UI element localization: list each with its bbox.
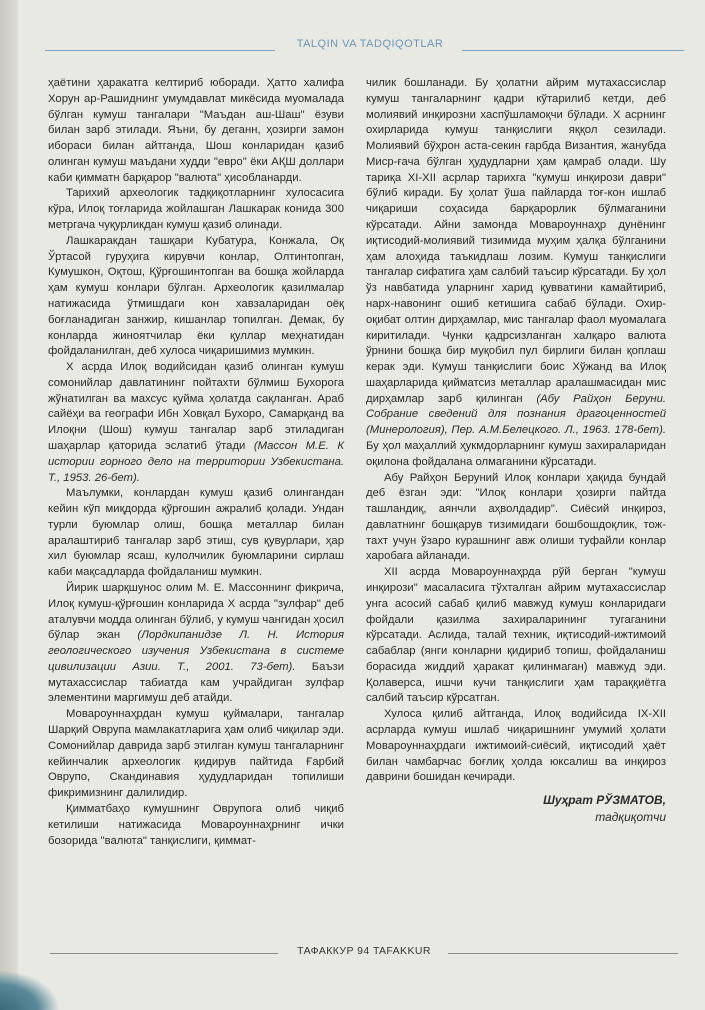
paragraph: Маълумки, конлардан кумуш қазиб олингандан кейин кўп миқдорда қўрғошин ажралиб қолади. Ундан турли буюмлар олиш, бошқа металлар билан аралаштириб тангалар зарб этиш, сув қувурлари, ҳар хил буюмлар ясаш, кулолчилик буюмларини сирлаш каби мақсадларда фойдаланиш мумкин.: [48, 487, 344, 579]
paragraph: XII асрда Мовароуннаҳрда рўй берган "кумуш инқирози" масаласига тўхталган айрим мутахассислар унга асосий сабаб қилиб мавжуд кумуш конларидаги фойдали қазилма захираларининг тугаганини кўрсатади. Аслида, талай техник, иқтисодий-ижтимоий сабаблар (янги конларни қидириб топиш, фойдаланиш борасида жиддий ҳаракат қилинмаган) мавжуд эди. Қолаверса, ишчи кучи танқислиги ҳам тараққиётга салбий таъсир кўрсатган.: [366, 566, 666, 705]
citation: (Массон М.Е. К истории горного дело на территории Узбекистана. Т., 1953. 26-бет).: [48, 439, 344, 484]
header-rule-left: [45, 50, 275, 51]
footer-rule-right: [448, 953, 678, 954]
footer-rule-left: [50, 953, 278, 954]
page-edge: [0, 0, 18, 1010]
author-name: Шуҳрат РЎЗМАТОВ,: [543, 793, 666, 808]
citation: (Лордкипанидзе Л. Н. История геологического изучения Узбекистана в системе цивилизации Азии. Т., 2001. 73-бет).: [48, 629, 345, 673]
header-rule-right: [462, 50, 684, 51]
page-footer: ТАФАККУР 94 TAFAKKUR: [297, 945, 431, 957]
section-header: TALQIN VA TADQIQOTLAR: [296, 38, 444, 50]
right-column: [366, 76, 666, 826]
left-column: [48, 76, 344, 849]
paragraph: Йирик шарқшунос олим М. Е. Массоннинг фикрича, Илоқ кумуш-қўрғошин конларида X асрда "зулфар" деб аталувчи модда олинган бўлиб, у кумуш чангидан ҳосил бўлар экан (Лордкипанидзе Л. Н. История геологического изучения Узбекистана в системе цивилизации Азии. Т., 2001. 73-бет). Баъзи мутахассислар табиатда кам учрайдиган зулфар элементини маргимуш деб атайди.: [48, 582, 345, 705]
author-role: тадқиқотчи: [595, 810, 666, 825]
paragraph: Мовароуннаҳрдан кумуш қуймалари, тангалар Шарқий Оврупа мамлакатларига ҳам олиб чиқилар эди. Сомонийлар даврида зарб этилган кумуш тангаларнинг кейинчалик археологик қидирув пайтида Ғарбий Оврупо, Скандинавия ҳудудларидан топилиши фикримизнинг далилидир.: [48, 708, 344, 800]
paragraph: Хулоса қилиб айтганда, Илоқ водийсида IX-XII асрларда кумуш ишлаб чиқаришнинг умумий ҳолати Мовароуннаҳрдаги ижтимоий-сиёсий, иқтисодий ҳаёт билан чамбарчас боғлиқ ҳолда юксалиш ва инқироз даврини бошидан кечиради.: [366, 708, 666, 784]
paragraph: ҳаётини ҳаракатга келтириб юборади. Ҳатто халифа Хорун ар-Рашиднинг умумдавлат микёсида муомалада бўлган кумуш тангалари "Маъдан аш-Шаш" ёзуви билан зарб этилади. Яъни, бу деганн, ҳозирги замон ибораси билан айтганда, Шош конларидан қазиб олинган кумуш маъдани худди "евро" ёки АҚШ доллари каби қимматн барқарор "валюта" ҳисобланарди.: [48, 77, 344, 184]
paragraph: Қимматбаҳо кумушнинг Оврупога олиб чиқиб кетилиши натижасида Мовароуннаҳрнинг ички бозорида "валюта" танқислиги, қиммат-: [48, 802, 344, 847]
paragraph: X асрда Илоқ водийсидан қазиб олинган кумуш сомонийлар давлатининг пойтахти бўлмиш Бухорога жўнатилган ва махсус қуйма ҳолатда сақланган. Араб сайёҳи ва географи Ибн Ховқал Бухоро, Самарқанд ва Илоқни (Шош) кумуш тангалар зарб этиладиган шаҳарлар қаторида эслатиб ўтади (Массон М.Е. К истории горного дело на территории Узбекистана. Т., 1953. 26-бет).: [48, 361, 344, 484]
page-corner-shadow: [0, 970, 60, 1010]
paragraph: Лашкаракдан ташқари Кубатура, Конжала, Оқ Ўртасой гуруҳига кирувчи конлар, Олтинтопган, Кумушкон, Оқтош, Қўрғошинтопган ва бошқа жойларда ҳам кумуш конлари бўлган. Археологик қазилмалар натижасида ўтмишдаги кон хавзаларидан оёқ боғланадиган занжир, кишанлар топилган. Демак, бу конларда жиноятчилар ёки қуллар меҳнатидан фойдаланилган, деб хулоса чиқаришимиз мумкин.: [48, 234, 344, 358]
author-signature: [366, 792, 666, 826]
paragraph: чилик бошланади. Бу ҳолатни айрим мутахассислар кумуш тангаларнинг қадри кўтарилиб кетди, деб молиявий инқирозни хаспўшламоқчи бўлади. X асрнинг охирларида кумуш танқислиги яққол сезилади. Молиявий бўҳрон аста-секин ғарбда Византия, жанубда Миср-ғача бўлган ҳудудларни ҳам қамраб олади. Шу тариқа XI-XII асрлар тарихга "кумуш инқирози даври" бўлиб киради. Бу ҳолат ўша пайларда тоғ-кон ишлаб чиқариши соҳасида барқарорлик бўлмаганини кўрсатади. Айни замонда Мовароуннаҳр дунёнинг иқтисодий-молиявий тизимида муҳим ҳалқа бўлганини ҳам алоҳида таъкидлаш лозим. Кумуш танқислиги тангалар сифатига ҳам салбий таъсир кўрсатади. Бу ҳол ўз навбатида уларнинг харид қувватини камайтириб, нарх-навонинг ошиб кетишига сабаб бўлади. Охир-оқибат олтин дирҳамлар, мис тангалар фаол муомалага киритилади. Чунки қадрсизланган халқаро валюта ўрнини бошқа бир муқобил пул бирлиги билан қоплаш керак эди. Кумуш танқислиги боис Хўжанд ва Илоқ шаҳарларида қийматсиз металлар аралашмасидан мис дирҳамлар зарб қилинган (Абу Райҳон Беруни. Собрание сведений для познания драгоценностей (Минерология), Пер. А.М.Белецкого. Л., 1963. 178-бет). Бу ҳол маҳаллий ҳукмдорларнинг кумуш захираларидан оқилона фойдалана олмаганини кўрсатади.: [366, 77, 667, 468]
citation: (Абу Райҳон Беруни. Собрание сведений для познания драгоценностей (Минерология), Пер. А.М.Белецкого. Л., 1963. 178-бет).: [366, 392, 667, 437]
paragraph: Абу Райҳон Беруний Илоқ конлари ҳақида бундай деб ёзган эди: "Илоқ конлари ҳозирги пайтда ташландиқ, аянчли аҳволдадир". Сиёсий инқироз, давлатнинг бошқарув тизимидаги бошбошдоқлик, тож-тахт учун ўзаро курашнинг авж олиши туфайли конлар харобага айланади.: [366, 471, 666, 563]
paragraph: Тарихий археологик тадқиқотларнинг хулосасига кўра, Илоқ тоғларида жойлашган Лашкарак конида 300 метргача чуқурликдан кумуш қазиб олинади.: [48, 187, 344, 232]
